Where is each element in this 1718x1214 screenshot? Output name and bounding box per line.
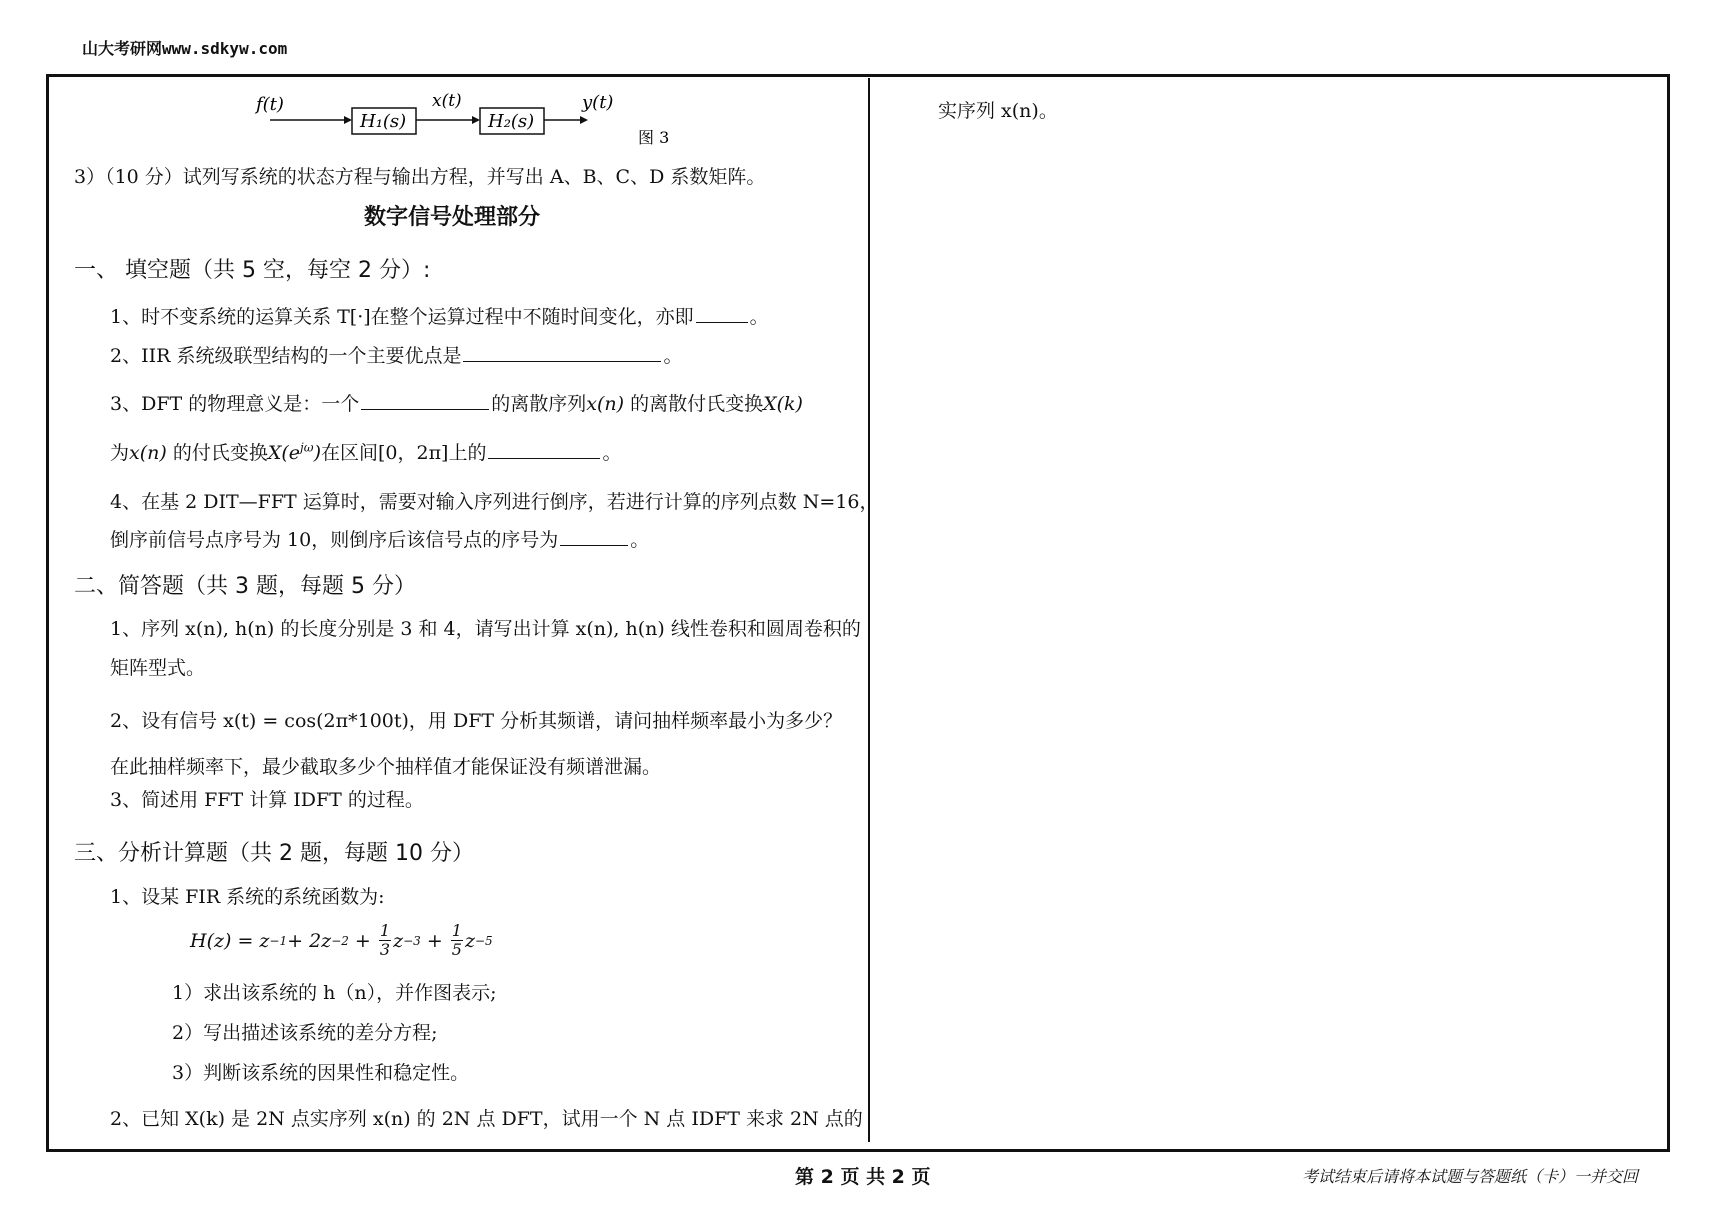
fill-item-3b <box>110 438 622 465</box>
part1-heading: 一、 填空题（共 5 空，每空 2 分）: <box>74 258 431 283</box>
fraction-one-fifth <box>451 922 463 959</box>
arrow-out-head <box>580 116 588 124</box>
calc-item-2: 2、已知 X(k) 是 2N 点实序列 x(n) 的 2N 点 DFT，试用一个 N 点 IDFT 来求 2N 点的 <box>110 1108 863 1130</box>
fraction-one-third <box>379 922 391 959</box>
math-X-ejw: X(e <box>267 442 301 464</box>
part2-heading: 二、简答题（共 3 题，每题 5 分） <box>74 574 416 599</box>
end-mark: 。 <box>602 442 622 464</box>
math-jw-exponent: jω <box>300 440 314 455</box>
z: z <box>393 929 404 952</box>
exp-m1: −1 <box>269 933 288 948</box>
end-mark: 。 <box>749 306 769 328</box>
fill-item-3b-pre: 为 <box>110 442 130 464</box>
fill-item-3b-mid: 的付氏变换 <box>172 442 268 464</box>
calc-item-1: 1、设某 FIR 系统的系统函数为: <box>110 886 385 908</box>
numerator: 1 <box>379 921 391 940</box>
figure-caption: 图 3 <box>638 128 670 147</box>
diagram-input-label: f(t) <box>256 94 284 115</box>
short-item-1b: 矩阵型式。 <box>110 657 206 679</box>
block-h2-label: H₂(s) <box>488 111 535 132</box>
blank-3 <box>361 390 489 410</box>
short-item-2a: 2、设有信号 x(t) = cos(2π*100t)，用 DFT 分析其频谱，请问抽样频率最小为多少？ <box>110 710 843 732</box>
calc-sub-2: 2）写出描述该系统的差分方程; <box>172 1022 438 1044</box>
short-item-1a: 1、序列 x(n), h(n) 的长度分别是 3 和 4，请写出计算 x(n), h(n) 线性卷积和圆周卷积的 <box>110 618 861 640</box>
arrow-mid-head <box>472 116 480 124</box>
block-h1-label: H₁(s) <box>360 111 407 132</box>
calc-sub-3: 3）判断该系统的因果性和稳定性。 <box>172 1062 470 1084</box>
denominator: 3 <box>379 940 391 959</box>
fill-item-1 <box>110 302 769 329</box>
section-title: 数字信号处理部分 <box>364 205 541 230</box>
diagram-middle-label: x(t) <box>432 91 462 111</box>
short-item-3: 3、简述用 FFT 计算 IDFT 的过程。 <box>110 789 424 811</box>
calc-sub-1: 1）求出该系统的 h（n），并作图表示; <box>172 982 497 1004</box>
exp-m5: −5 <box>475 933 493 948</box>
end-mark: 。 <box>663 345 683 367</box>
fill-item-3a-pre: 3、DFT 的物理意义是：一个 <box>110 393 360 415</box>
arrow-in-head <box>344 116 352 124</box>
diagram-output-label: y(t) <box>582 92 614 113</box>
formula-Hz <box>190 922 493 959</box>
fill-item-2 <box>110 341 682 368</box>
fill-item-4b-text: 倒序前信号点序号为 10，则倒序后该信号点的序号为 <box>110 529 559 551</box>
formula-plus: + <box>420 929 449 952</box>
fill-item-2-text: 2、IIR 系统级联型结构的一个主要优点是 <box>110 345 462 367</box>
fill-item-4b <box>110 525 649 552</box>
column-divider <box>868 78 870 1142</box>
numerator: 1 <box>451 921 462 940</box>
z: z <box>464 929 475 952</box>
fill-item-3a-mid: 的离散序列 <box>491 393 587 415</box>
site-header: 山大考研网www.sdkyw.com <box>82 39 288 58</box>
page-number: 第 2 页 共 2 页 <box>795 1166 931 1188</box>
fill-item-4a: 4、在基 2 DIT—FFT 运算时，需要对输入序列进行倒序，若进行计算的序列点数 N=16， <box>110 491 879 513</box>
part3-heading: 三、分析计算题（共 2 题，每题 10 分） <box>74 841 474 866</box>
block-diagram <box>250 88 710 152</box>
formula-plus: + <box>348 929 377 952</box>
right-column-text: 实序列 x(n)。 <box>938 100 1058 122</box>
exp-m3: −3 <box>403 933 421 948</box>
blank-5 <box>560 526 628 546</box>
end-mark: 。 <box>630 529 650 551</box>
math-xn: x(n) <box>129 442 167 464</box>
math-Xk: X(k) <box>763 393 803 415</box>
formula-lhs: H(z) = z <box>190 929 270 952</box>
denominator: 5 <box>451 940 462 959</box>
blank-4 <box>488 439 600 459</box>
fill-item-3a <box>110 389 803 416</box>
math-xn: x(n) <box>586 393 625 415</box>
fill-item-3b-post: 在区间[0，2π]上的 <box>320 442 487 464</box>
question-3: 3）（10 分）试列写系统的状态方程与输出方程，并写出 A、B、C、D 系数矩阵。 <box>74 166 766 188</box>
short-item-2b: 在此抽样频率下，最少截取多少个抽样值才能保证没有频谱泄漏。 <box>110 756 662 778</box>
formula-term2: + 2z <box>287 929 332 952</box>
blank-1 <box>696 303 748 323</box>
blank-2 <box>463 342 661 362</box>
fill-item-3a-post: 的离散付氏变换 <box>630 393 764 415</box>
footer-note: 考试结束后请将本试题与答题纸（卡）一并交回 <box>1302 1167 1639 1186</box>
exp-m2: −2 <box>331 933 349 948</box>
fill-item-1-text: 1、时不变系统的运算关系 T[·]在整个运算过程中不随时间变化，亦即 <box>110 306 694 328</box>
math-close-paren: ) <box>313 442 321 464</box>
